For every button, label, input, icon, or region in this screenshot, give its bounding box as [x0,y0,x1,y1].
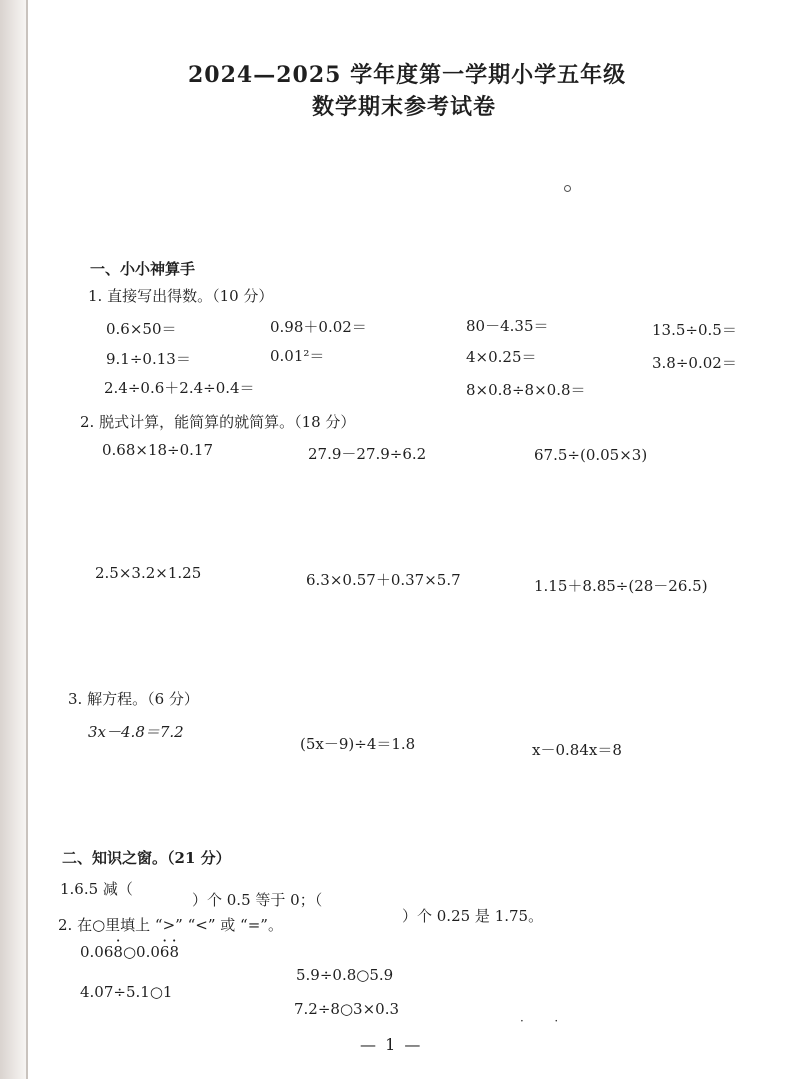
q2-label: 2. 脱式计算，能简算的就简算。（18 分） [80,413,356,431]
q3-item: 3x－4.8＝7.2 [88,723,184,741]
q2-item: 27.9－27.9÷6.2 [308,445,427,463]
q1-item: 0.98＋0.02＝ [270,318,367,336]
scan-specks: · · [520,1014,559,1028]
s2-q2-label: 2. 在○里填上 “>” “<” 或 “=”。 [58,916,283,934]
s2-q1-part1: 1.6.5 减（ [60,880,133,898]
page-left-shadow [0,0,26,1079]
q1-item: 13.5÷0.5＝ [652,321,737,339]
page-number: — 1 — [360,1035,423,1054]
q3-item: (5x－9)÷4＝1.8 [300,735,416,753]
q2-item: 0.68×18÷0.17 [102,441,214,459]
q1-item: 8×0.8÷8×0.8＝ [466,381,586,399]
section1-heading: 一、小小神算手 [90,260,196,278]
q2-item: 67.5÷(0.05×3) [534,446,648,464]
q3-label: 3. 解方程。（6 分） [68,690,199,708]
q1-item: 2.4÷0.6＋2.4÷0.4＝ [104,379,255,397]
page-edge [26,0,28,1079]
q2-item: 2.5×3.2×1.25 [95,564,202,582]
section2-heading: 二、知识之窗。（21 分） [62,849,231,867]
q1-item: 0.6×50＝ [106,320,177,338]
stray-mark [564,185,571,192]
compare-item-3: 4.07÷5.1○1 [80,983,173,1001]
compare-item-1: 0.068 ·○0.06 ·8 · [80,943,179,961]
compare-item-4: 7.2÷8○3×0.3 [294,1000,400,1018]
q1-item: 0.01²＝ [270,347,325,365]
q3-item: x－0.84x＝8 [532,741,622,759]
exam-title-line1: 2024—2025 学年度第一学期小学五年级 [188,62,627,88]
compare-item-2: 5.9÷0.8○5.9 [296,966,394,984]
q1-item: 3.8÷0.02＝ [652,354,737,372]
q1-item: 9.1÷0.13＝ [106,350,191,368]
q1-item: 4×0.25＝ [466,348,537,366]
s2-q1-part3: ）个 0.25 是 1.75。 [402,907,544,925]
q2-item: 6.3×0.57＋0.37×5.7 [306,571,461,589]
s2-q1-part2: ）个 0.5 等于 0；（ [192,891,323,909]
q1-label: 1. 直接写出得数。（10 分） [88,287,274,305]
q1-item: 80－4.35＝ [466,317,549,335]
q2-item: 1.15＋8.85÷(28－26.5) [534,577,708,595]
exam-title-line2: 数学期末参考试卷 [312,94,497,120]
